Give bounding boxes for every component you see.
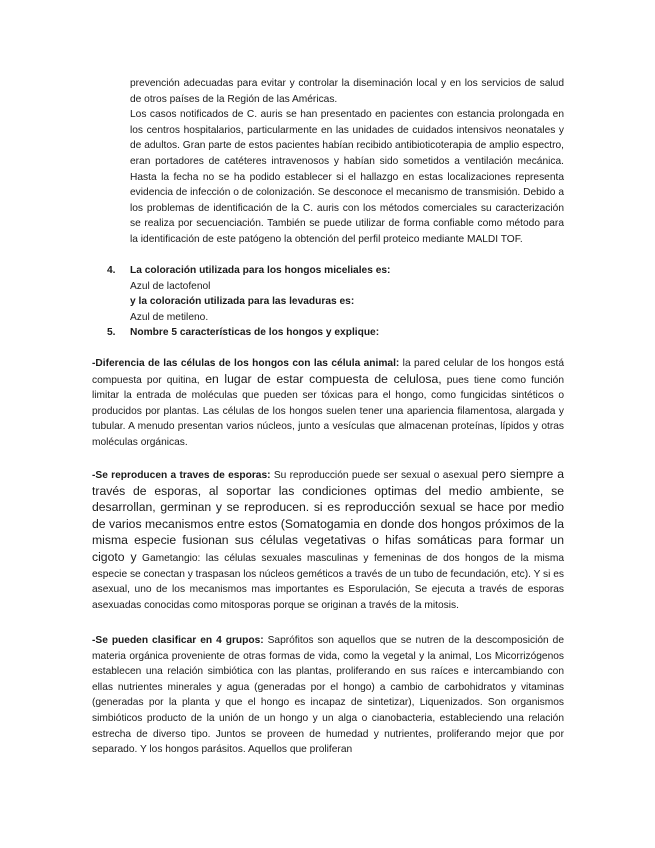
section-3-lead: -Se pueden clasificar en 4 grupos: bbox=[92, 635, 264, 646]
question-4 bbox=[107, 263, 567, 279]
section-2-lead: -Se reproducen a traves de esporas: bbox=[92, 470, 271, 481]
intro-paragraph-1: prevención adecuadas para evitar y controlar la diseminación local y en los servicios de salud de otros países de la Región de las Américas. bbox=[130, 78, 564, 105]
section-classification bbox=[92, 633, 564, 758]
question-5-number: 5. bbox=[107, 327, 116, 338]
question-5 bbox=[107, 325, 567, 341]
section-1-text-a: la pared celular de los hongos está compuesta por quitina, bbox=[92, 358, 565, 386]
section-cell-differences bbox=[92, 356, 564, 451]
question-4-number: 4. bbox=[107, 265, 116, 276]
intro-block bbox=[130, 76, 564, 248]
section-1-text-large: en lugar de estar compuesta de celulosa, bbox=[199, 371, 442, 386]
section-2-text-large: pero siempre a través de esporas, al soportar las condiciones optimas del medio ambiente, se desarrollan, germinan y se reproducen. si es reproducción sexual se hace por medio de varios mecanismos entre estos (Somatogamia en donde dos hongos próximos de la misma especie fusionan sus células vegetativas o hifas somáticas para formar un cigoto y bbox=[92, 467, 564, 564]
question-5-text: Nombre 5 características de los hongos y explique: bbox=[130, 327, 380, 338]
section-2-text-a: Su reproducción puede ser sexual o asexual bbox=[270, 470, 478, 481]
intro-paragraph-2: Los casos notificados de C. auris se han presentado en pacientes con estancia prolongada en los centros hospitalarios, particularmente en las unidades de cuidados intensivos neonatales y de adultos. Gran parte de estos pacientes habían recibido antibioticoterapia de amplio espectro, eran portadores de catéteres intravenosos y habían sido sometidos a ventilación mecánica. Hasta la fecha no se ha podido establecer si el hallazgo en estas localizaciones representa evidencia de infección o de colonización. Se desconoce el mecanismo de transmisión. Debido a los problemas de identificación de la C. auris con los métodos comerciales su caracterización se realiza por secuenciación. También se puede utilizar de forma confiable como método para la identificación de este patógeno la obtención del perfil proteico mediante MALDI TOF. bbox=[130, 109, 564, 245]
section-3-text-a: Saprófitos son aquellos que se nutren de la descomposición de materia orgánica proveniente de otras formas de vida, como la vegetal y la animal, Los Micorrizógenos establecen una relación simbiótica con las plantas, proliferando en sus raíces e intercambiando con ellas nutrientes minerales y agua (generadas por el hongo) a cambio de carbohidratos y vitaminas (generadas por la planta y que el hongo es incapaz de sintetizar), Liquenizados. Son organismos simbióticos producto de la unión de un hongo y un alga o cianobacteria, estableciendo una relación estrecha de diverso tipo. Juntos se proveen de humedad y nutrientes, proliferando mejor que por separado. Y los hongos parásitos. Aquellos que proliferan bbox=[92, 635, 564, 756]
question-4-text: La coloración utilizada para los hongos miceliales es: bbox=[130, 265, 391, 276]
section-2-text-b: Gametangio: las células sexuales masculinas y femeninas de dos hongos de la misma especie se conectan y traspasan los núcleos geméticos a través de un tubo de fecundación, etc). Y si es asexual, uno de los mecanismos mas importantes es Esporulación, Se ejecuta a través de esporas asexuadas conocidas como mitosporas porque se originan a través de la mitosis. bbox=[92, 552, 564, 611]
section-1-lead: -Diferencia de las células de los hongos con las célula animal: bbox=[92, 358, 400, 369]
question-4-text-2: y la coloración utilizada para las levaduras es: bbox=[130, 296, 355, 307]
section-reproduction bbox=[92, 467, 564, 613]
question-4-answer-1: Azul de lactofenol bbox=[130, 281, 211, 292]
question-4-answer-2: Azul de metileno. bbox=[130, 312, 209, 323]
section-1-text-b: pues tiene como función limitar la entrada de moléculas que pueden ser tóxicas para el hongo, como fungicidas sintéticos o producidos por plantas. Las células de los hongos suelen tener una apariencia filamentosa, alargada y tubular. A menudo presentan varios núcleos, junto a vesículas que almacenan proteínas, lípidos y otras moléculas orgánicas. bbox=[92, 374, 564, 448]
